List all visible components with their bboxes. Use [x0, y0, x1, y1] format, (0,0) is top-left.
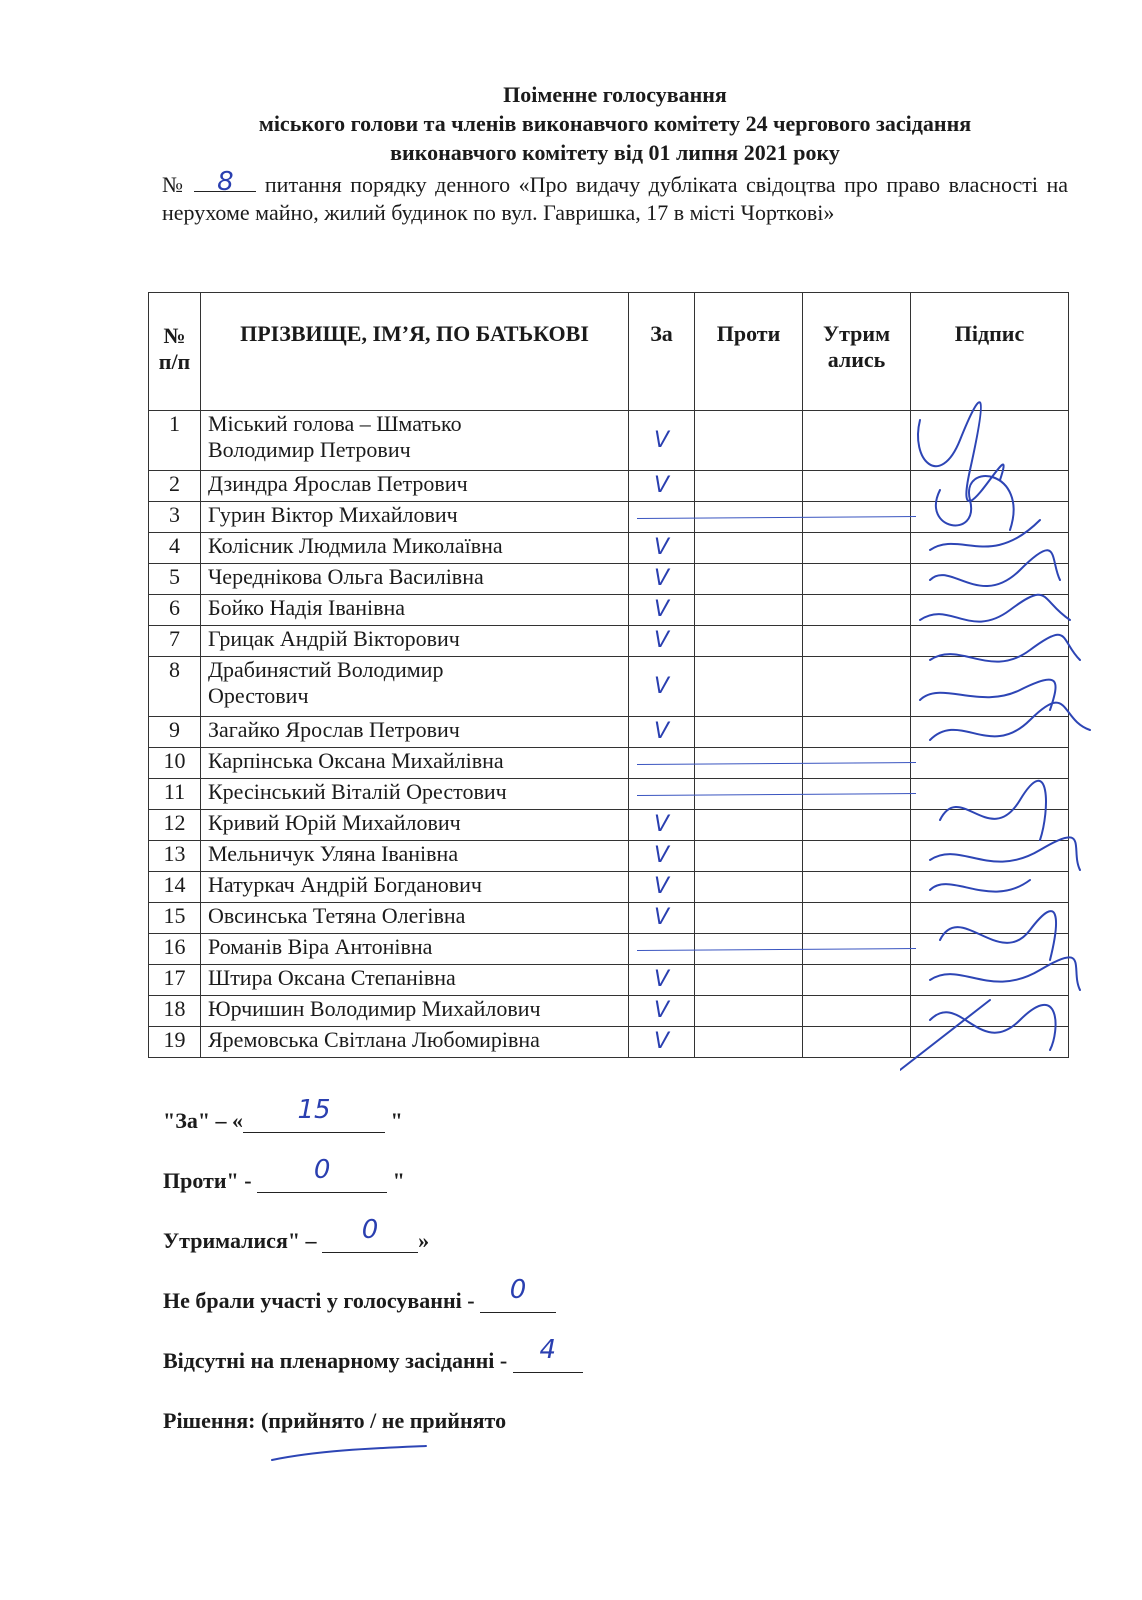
check-mark: V	[653, 843, 670, 868]
member-name-line-1: Колісник Людмила Миколаївна	[208, 533, 503, 558]
vote-for-cell	[629, 810, 695, 841]
heading-line-1: Поіменне голосування	[503, 82, 727, 107]
check-mark: V	[653, 566, 670, 591]
header-name: ПРІЗВИЩЕ, ІМ’Я, ПО БАТЬКОВІ	[201, 293, 629, 411]
member-name	[201, 841, 629, 872]
member-name-line-1: Натуркач Андрій Богданович	[208, 872, 482, 897]
total-abstained-field	[322, 1215, 418, 1253]
member-name-line-1: Карпінська Оксана Михайлівна	[208, 748, 504, 773]
member-name-line-1: Романів Віра Антонівна	[208, 934, 433, 959]
decision-underline-ink	[270, 1442, 430, 1466]
member-name	[201, 810, 629, 841]
roll-call-table	[148, 292, 1069, 1058]
total-against-end: "	[387, 1168, 405, 1193]
signature-cell	[911, 841, 1069, 872]
row-number: 5	[149, 564, 201, 595]
header-against: Проти	[695, 293, 803, 411]
signature-cell	[911, 965, 1069, 996]
signature-cell	[911, 748, 1069, 779]
table-row	[149, 533, 1069, 564]
table-row	[149, 903, 1069, 934]
vote-against-cell	[695, 717, 803, 748]
signature-cell	[911, 533, 1069, 564]
row-number: 14	[149, 872, 201, 903]
question-number: 8	[217, 167, 234, 197]
member-name	[201, 965, 629, 996]
total-abstained-end: »	[418, 1228, 430, 1253]
vote-against-cell	[695, 903, 803, 934]
table-row	[149, 965, 1069, 996]
vote-for-cell	[629, 657, 695, 717]
total-against-value: 0	[313, 1155, 331, 1185]
member-name	[201, 533, 629, 564]
member-name	[201, 411, 629, 471]
absent-row	[163, 1335, 583, 1408]
check-mark: V	[653, 535, 670, 560]
row-number: 8	[149, 657, 201, 717]
signature-cell	[911, 626, 1069, 657]
row-number: 18	[149, 996, 201, 1027]
vote-for-cell	[629, 411, 695, 471]
check-mark: V	[653, 874, 670, 899]
signature-cell	[911, 810, 1069, 841]
vote-for-cell	[629, 533, 695, 564]
member-name-line-2: Володимир Петрович	[208, 437, 411, 462]
header-num: № п/п	[149, 293, 201, 411]
absent-label: Відсутні на пленарному засіданні -	[163, 1348, 513, 1373]
vote-for-cell	[629, 934, 695, 965]
vote-abstained-cell	[803, 872, 911, 903]
table-row	[149, 626, 1069, 657]
member-name-line-1: Кривий Юрій Михайлович	[208, 810, 461, 835]
member-name	[201, 996, 629, 1027]
vote-abstained-cell	[803, 841, 911, 872]
total-for-row	[163, 1095, 583, 1168]
vote-against-cell	[695, 657, 803, 717]
vote-against-cell	[695, 841, 803, 872]
check-mark: V	[653, 905, 670, 930]
vote-against-cell	[695, 471, 803, 502]
vote-abstained-cell	[803, 903, 911, 934]
not-voted-label: Не брали участі у голосуванні -	[163, 1288, 481, 1313]
total-abstained-label: Утрималися" –	[163, 1228, 323, 1253]
check-mark: V	[653, 719, 670, 744]
vote-for-cell	[629, 965, 695, 996]
vote-abstained-cell	[803, 626, 911, 657]
vote-against-cell	[695, 411, 803, 471]
member-name-line-2: Орестович	[208, 683, 309, 708]
vote-against-cell	[695, 595, 803, 626]
not-voted-value: 0	[509, 1275, 527, 1305]
table-row	[149, 779, 1069, 810]
member-name	[201, 657, 629, 717]
signature-cell	[911, 903, 1069, 934]
heading-line-2: міського голови та членів виконавчого комітету 24 чергового засідання	[258, 111, 972, 136]
vote-for-cell	[629, 502, 695, 533]
member-name	[201, 934, 629, 965]
question-text: питання порядку денного «Про видачу дубліката свідоцтва про право власності на нерухоме майно, жилий будинок по вул. Гавришка, 17 в місті Чорткові»	[162, 172, 1069, 225]
number-sign: №	[162, 172, 186, 197]
row-number: 15	[149, 903, 201, 934]
table-row	[149, 934, 1069, 965]
table-row	[149, 810, 1069, 841]
vote-for-cell	[629, 748, 695, 779]
member-name-line-1: Череднікова Ольга Василівна	[208, 564, 484, 589]
vote-for-cell	[629, 564, 695, 595]
member-name	[201, 717, 629, 748]
vote-abstained-cell	[803, 996, 911, 1027]
signature-cell	[911, 595, 1069, 626]
check-mark: V	[653, 967, 670, 992]
member-name-line-1: Грицак Андрій Вікторович	[208, 626, 460, 651]
member-name-line-1: Драбинястий Володимир	[208, 657, 444, 682]
vote-abstained-cell	[803, 657, 911, 717]
table-row	[149, 872, 1069, 903]
vote-abstained-cell	[803, 533, 911, 564]
row-number: 1	[149, 411, 201, 471]
check-mark: V	[653, 1029, 670, 1054]
member-name	[201, 502, 629, 533]
table-row	[149, 595, 1069, 626]
table-row	[149, 471, 1069, 502]
signature-cell	[911, 996, 1069, 1027]
vote-for-cell	[629, 471, 695, 502]
signature-cell	[911, 502, 1069, 533]
signature-cell	[911, 934, 1069, 965]
row-number: 10	[149, 748, 201, 779]
vote-for-cell	[629, 872, 695, 903]
vote-against-cell	[695, 533, 803, 564]
header-abstained: Утрим ались	[803, 293, 911, 411]
vote-abstained-cell	[803, 564, 911, 595]
table-row	[149, 748, 1069, 779]
vote-abstained-cell	[803, 810, 911, 841]
vote-against-cell	[695, 626, 803, 657]
member-name-line-1: Міський голова – Шматько	[208, 411, 462, 436]
total-for-label: "За" – «	[163, 1108, 244, 1133]
row-number: 12	[149, 810, 201, 841]
vote-for-cell	[629, 1027, 695, 1058]
vote-for-cell	[629, 626, 695, 657]
vote-against-cell	[695, 872, 803, 903]
not-voted-row	[163, 1275, 583, 1348]
total-against-field	[257, 1155, 387, 1193]
total-against-label: Проти" -	[163, 1168, 258, 1193]
table-row	[149, 717, 1069, 748]
member-name-line-1: Кресінський Віталій Орестович	[208, 779, 507, 804]
vote-for-cell	[629, 996, 695, 1027]
signature-cell	[911, 717, 1069, 748]
decision-label: Рішення: (прийнято / не прийнято	[163, 1408, 507, 1433]
vote-against-cell	[695, 996, 803, 1027]
member-name	[201, 564, 629, 595]
table-row	[149, 564, 1069, 595]
row-number: 4	[149, 533, 201, 564]
check-mark: V	[653, 427, 670, 453]
signature-cell	[911, 564, 1069, 595]
row-number: 11	[149, 779, 201, 810]
total-for-value: 15	[297, 1095, 331, 1125]
member-name	[201, 779, 629, 810]
absent-field	[513, 1335, 583, 1373]
row-number: 9	[149, 717, 201, 748]
member-name	[201, 626, 629, 657]
member-name	[201, 903, 629, 934]
table-row	[149, 996, 1069, 1027]
vote-abstained-cell	[803, 1027, 911, 1058]
table-row	[149, 411, 1069, 471]
vote-abstained-cell	[803, 595, 911, 626]
member-name	[201, 471, 629, 502]
table-row	[149, 657, 1069, 717]
vote-for-cell	[629, 595, 695, 626]
check-mark: V	[653, 473, 670, 498]
question-number-field	[194, 167, 256, 197]
table-row	[149, 1027, 1069, 1058]
row-number: 2	[149, 471, 201, 502]
vote-abstained-cell	[803, 411, 911, 471]
member-name-line-1: Дзиндра Ярослав Петрович	[208, 471, 468, 496]
signature-cell	[911, 1027, 1069, 1058]
row-number: 13	[149, 841, 201, 872]
vote-for-cell	[629, 903, 695, 934]
table-row	[149, 502, 1069, 533]
vote-for-cell	[629, 841, 695, 872]
row-number: 17	[149, 965, 201, 996]
row-number: 7	[149, 626, 201, 657]
document-heading	[160, 80, 1070, 167]
vote-abstained-cell	[803, 471, 911, 502]
signature-cell	[911, 779, 1069, 810]
member-name	[201, 748, 629, 779]
not-voted-field	[480, 1275, 556, 1313]
absent-value: 4	[539, 1335, 556, 1365]
member-name-line-1: Юрчишин Володимир Михайлович	[208, 996, 541, 1021]
member-name-line-1: Овсинська Тетяна Олегівна	[208, 903, 466, 928]
row-number: 19	[149, 1027, 201, 1058]
row-number: 3	[149, 502, 201, 533]
member-name-line-1: Яремовська Світлана Любомирівна	[208, 1027, 540, 1052]
member-name-line-1: Бойко Надія Іванівна	[208, 595, 406, 620]
check-mark: V	[653, 812, 670, 837]
vote-totals	[163, 1095, 583, 1468]
table-header-row	[149, 293, 1069, 411]
member-name	[201, 872, 629, 903]
vote-abstained-cell	[803, 717, 911, 748]
member-name-line-1: Штира Оксана Степанівна	[208, 965, 456, 990]
member-name-line-1: Мельничук Уляна Іванівна	[208, 841, 459, 866]
signature-cell	[911, 872, 1069, 903]
member-name-line-1: Загайко Ярослав Петрович	[208, 717, 460, 742]
question-intro	[162, 167, 1069, 227]
check-mark: V	[653, 673, 670, 699]
vote-against-cell	[695, 564, 803, 595]
header-for: За	[629, 293, 695, 411]
vote-against-cell	[695, 965, 803, 996]
total-for-field	[243, 1095, 385, 1133]
vote-abstained-cell	[803, 965, 911, 996]
member-name	[201, 595, 629, 626]
total-abstained-value: 0	[361, 1215, 379, 1245]
vote-against-cell	[695, 1027, 803, 1058]
check-mark: V	[653, 998, 670, 1023]
vote-against-cell	[695, 810, 803, 841]
check-mark: V	[653, 628, 670, 653]
row-number: 16	[149, 934, 201, 965]
signature-cell	[911, 411, 1069, 471]
row-number: 6	[149, 595, 201, 626]
total-for-end: "	[385, 1108, 403, 1133]
vote-for-cell	[629, 779, 695, 810]
header-signature: Підпис	[911, 293, 1069, 411]
signature-cell	[911, 471, 1069, 502]
vote-for-cell	[629, 717, 695, 748]
member-name-line-1: Гурин Віктор Михайлович	[208, 502, 458, 527]
check-mark: V	[653, 597, 670, 622]
signature-cell	[911, 657, 1069, 717]
table-row	[149, 841, 1069, 872]
member-name	[201, 1027, 629, 1058]
table-body	[149, 411, 1069, 1058]
heading-line-3: виконавчого комітету від 01 липня 2021 року	[390, 140, 840, 165]
